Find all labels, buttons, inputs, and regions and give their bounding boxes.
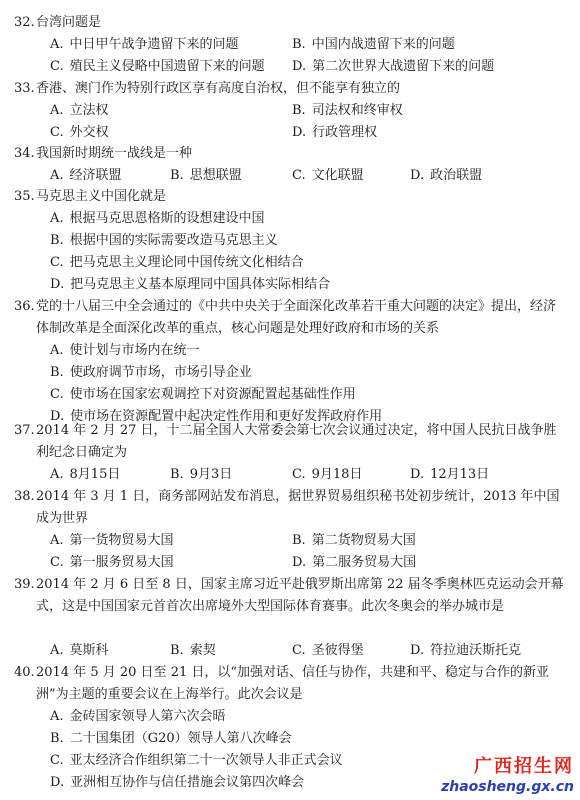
option-d: D. 12月13日: [410, 467, 490, 482]
question-number: 38.: [14, 489, 35, 504]
question-stem: [0, 420, 580, 464]
option-c: C. 使市场在国家宏观调控下对资源配置起基础性作用: [50, 387, 356, 402]
option-a: A. 莫斯科: [50, 643, 109, 658]
question-text: 2014 年 2 月 6 日至 8 日，国家主席习近平赴俄罗斯出席第 22 届冬季奥林匹克运动会开幕式，这是中国国家元首首次出席境外大型国际体育赛事。此次冬奥会的举办城市是: [36, 577, 564, 614]
option-a: A. 金砖国家领导人第六次会晤: [50, 709, 226, 724]
question-35: [0, 186, 580, 292]
option-a: A. 经济联盟: [50, 168, 122, 183]
question-34: [0, 143, 580, 183]
question-stem: [0, 486, 580, 530]
option-d: D. 第二服务贸易大国: [292, 555, 417, 570]
option-b: B. 思想联盟: [170, 168, 242, 183]
question-number: 37.: [14, 423, 35, 438]
option-c: C. 外交权: [50, 125, 109, 140]
option-b: B. 二十国集团（G20）领导人第八次峰会: [50, 731, 292, 746]
question-text: 台湾问题是: [36, 15, 102, 30]
question-number: 36.: [14, 299, 35, 314]
option-c: C. 文化联盟: [292, 168, 364, 183]
question-text: 2014 年 3 月 1 日，商务部网站发布消息，据世界贸易组织秘书处初步统计，2013 年中国成为世界: [36, 489, 560, 526]
question-text: 香港、澳门作为特别行政区享有高度自治权，但不能享有独立的: [36, 81, 401, 96]
option-a: A. 8月15日: [50, 467, 121, 482]
option-a: A. 根据马克思恩格斯的设想建设中国: [50, 211, 265, 226]
question-stem: [0, 186, 580, 208]
question-38: [0, 486, 580, 570]
option-d: D. 政治联盟: [410, 168, 483, 183]
option-b: B. 使政府调节市场，市场引导企业: [50, 365, 252, 380]
option-d: D. 符拉迪沃斯托克: [410, 643, 522, 658]
watermark-url: zhaosheng.gx.cn: [441, 779, 574, 795]
watermark-title: 广西招生网: [474, 756, 574, 777]
question-text: 马克思主义中国化就是: [36, 189, 167, 204]
option-d: D. 使市场在资源配置中起决定性作用和更好发挥政府作用: [50, 409, 383, 424]
option-a: A. 中日甲午战争遗留下来的问题: [50, 37, 239, 52]
option-c: C. 9月18日: [292, 467, 363, 482]
question-number: 39.: [14, 577, 35, 592]
question-text: 党的十八届三中全会通过的《中共中央关于全面深化改革若干重大问题的决定》提出，经济体制改革是全面深化改革的重点，核心问题是处理好政府和市场的关系: [36, 299, 557, 336]
option-d: D. 行政管理权: [292, 125, 378, 140]
question-text: 我国新时期统一战线是一种: [36, 146, 193, 161]
question-33: [0, 78, 580, 140]
question-number: 40.: [14, 665, 35, 680]
option-c: C. 把马克思主义理论同中国传统文化相结合: [50, 255, 304, 270]
question-number: 33.: [14, 81, 35, 96]
option-c: C. 第一服务贸易大国: [50, 555, 174, 570]
option-a: A. 立法权: [50, 103, 109, 118]
option-b: B. 9月3日: [170, 467, 233, 482]
question-stem: [0, 12, 580, 34]
question-stem: [0, 143, 580, 165]
question-32: [0, 12, 580, 74]
question-37: [0, 420, 580, 482]
option-c: C. 殖民主义侵略中国遗留下来的问题: [50, 59, 265, 74]
option-c: C. 亚太经济合作组织第二十一次领导人非正式会议: [50, 753, 343, 768]
option-b: B. 中国内战遗留下来的问题: [292, 37, 455, 52]
option-d: D. 把马克思主义基本原理同中国具体实际相结合: [50, 277, 331, 292]
question-number: 35.: [14, 189, 35, 204]
site-watermark: [441, 756, 574, 796]
question-36: [0, 296, 580, 424]
question-stem: [0, 78, 580, 100]
question-39: [0, 574, 580, 658]
option-d: D. 第二次世界大战遗留下来的问题: [292, 59, 495, 74]
question-stem: [0, 574, 580, 618]
question-number: 34.: [14, 146, 35, 161]
option-d: D. 亚洲相互协作与信任措施会议第四次峰会: [50, 775, 305, 790]
question-number: 32.: [14, 15, 35, 30]
option-b: B. 根据中国的实际需要改造马克思主义: [50, 233, 278, 248]
option-b: B. 索契: [170, 643, 216, 658]
question-text: 2014 年 2 月 27 日，十二届全国人大常委会第七次会议通过决定，将中国人民抗日战争胜利纪念日确定为: [36, 423, 557, 460]
option-b: B. 司法权和终审权: [292, 103, 403, 118]
option-a: A. 第一货物贸易大国: [50, 533, 174, 548]
option-c: C. 圣彼得堡: [292, 643, 364, 658]
question-text: 2014 年 5 月 20 日至 21 日，以“加强对话、信任与协作，共建和平、稳定与合作的新亚洲”为主题的重要会议在上海举行。此次会议是: [36, 665, 550, 702]
option-b: B. 第二货物贸易大国: [292, 533, 416, 548]
option-a: A. 使计划与市场内在统一: [50, 343, 200, 358]
question-stem: [0, 662, 580, 706]
question-stem: [0, 296, 580, 340]
